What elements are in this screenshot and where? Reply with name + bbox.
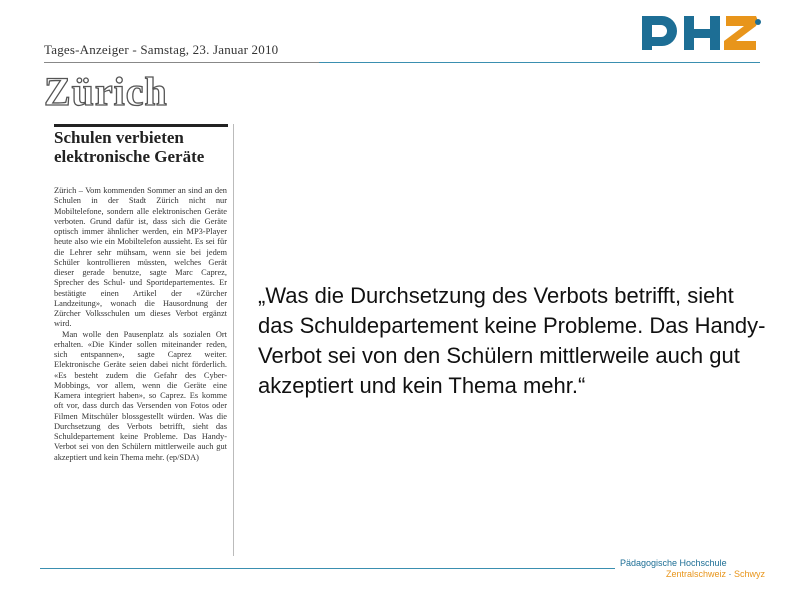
article-headline-line2: elektronische Geräte bbox=[54, 147, 205, 166]
footer-region: Zentralschweiz bbox=[666, 569, 727, 579]
newspaper-header: Tages-Anzeiger - Samstag, 23. Januar 2010 bbox=[44, 42, 279, 57]
newspaper-header-rule bbox=[44, 62, 319, 63]
footer-institution-line1: Pädagogische Hochschule bbox=[620, 558, 727, 568]
article-body bbox=[54, 186, 227, 463]
article-paragraph-2: Man wolle den Pausenplatz als sozialen Ort erhalten. «Die Kinder sollen miteinander reden, sich entspannen», sagte Caprez weiter. Elektronische Geräte seien dabei nicht förderlich. «Es besteht zudem die Gefahr des Cyber-Mobbings, vor allem, wenn die Geräte eine Kamera integriert haben», so Caprez. Es komme oft vor, dass durch das Versenden von Fotos oder Filmen Mitschüler blossgestellt würden. Was die Durchsetzung des Verbots betrifft, sieht das Schuldepartement keine Probleme. Das Handy-Verbot sei von den Schülern mittlerweile auch gut akzeptiert und kein Thema mehr. (ep/SDA) bbox=[54, 329, 227, 462]
headline-rule bbox=[54, 124, 228, 127]
quote-text: „Was die Durchsetzung des Verbots betrifft, sieht das Schuldepartement keine Probleme. Das Handy-Verbot sei von den Schülern mittlerweile auch gut akzeptiert und kein Thema mehr.“ bbox=[258, 283, 766, 398]
article-paragraph-1: Zürich – Vom kommenden Sommer an sind an den Schulen in der Stadt Zürich nicht nur Mobiltelefone, sondern alle elektronischen Geräte verboten. Grund dafür ist, dass sich die Geräte optisch immer ähnlicher werden, ein MP3-Player heute also wie ein Mobiltelefon aussieht. Es sei für die Lehrer sehr mühsam, wenn sie bei jedem Schüler kontrollieren müssten, welches Gerät dieser gerade benutze, sagte Marc Caprez, Sprecher des Schul- und Sportdepartementes. Er bestätigte einen Artikel der «Zürcher Landzeitung», wonach die Hausordnung der Zürcher Volksschulen um dieses Verbot ergänzt wird. bbox=[54, 186, 227, 329]
newspaper-section-title: Zürich bbox=[44, 69, 168, 114]
column-divider bbox=[233, 124, 234, 556]
article-headline bbox=[54, 128, 234, 166]
footer-separator: · bbox=[726, 569, 735, 579]
article-headline-line1: Schulen verbieten bbox=[54, 128, 184, 147]
phz-logo-icon bbox=[640, 12, 765, 54]
footer-campus: Schwyz bbox=[734, 569, 766, 579]
footer-divider bbox=[40, 568, 615, 569]
footer-institution-line2 bbox=[666, 569, 765, 579]
header-divider bbox=[318, 62, 760, 63]
